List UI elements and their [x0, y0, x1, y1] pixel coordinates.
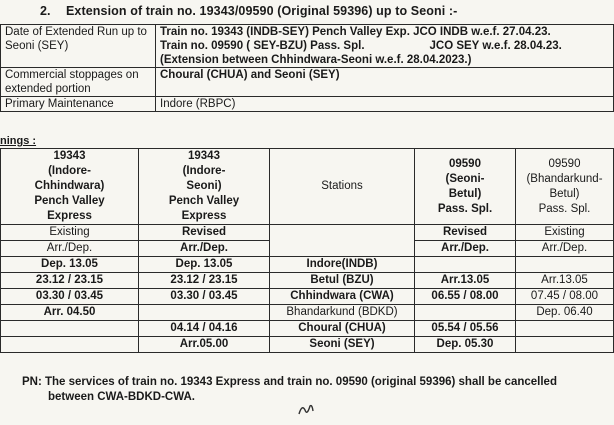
cancellation-note — [22, 375, 557, 405]
time-cell: 07.45 / 08.00 — [516, 289, 614, 305]
timetable-arrdep-row — [1, 241, 614, 257]
arrdep-cell: Arr./Dep. — [139, 241, 270, 257]
info-label: Date of Extended Run up to Seoni (SEY) — [1, 25, 156, 68]
station-cell: Betul (BZU) — [270, 273, 415, 289]
station-cell: Indore(INDB) — [270, 257, 415, 273]
header-19343-revised: 19343 (Indore- Seoni) Pench Valley Express — [139, 149, 270, 225]
table-row — [1, 305, 614, 321]
info-label: Commercial stoppages on extended portion — [1, 68, 156, 97]
time-cell — [139, 305, 270, 321]
time-cell: 04.14 / 04.16 — [139, 321, 270, 337]
table-row — [1, 273, 614, 289]
station-cell: Seoni (SEY) — [270, 337, 415, 353]
info-row-stoppages — [1, 68, 614, 97]
arrdep-cell: Arr./Dep. — [415, 241, 516, 257]
table-row — [1, 257, 614, 273]
table-row — [1, 289, 614, 305]
status-cell: Revised — [415, 225, 516, 241]
timetable — [0, 148, 614, 353]
section-heading — [40, 4, 457, 18]
timetable-header-row — [1, 149, 614, 225]
time-cell: Dep. 05.30 — [415, 337, 516, 353]
info-value: Choural (CHUA) and Seoni (SEY) — [156, 68, 614, 97]
status-cell-empty — [270, 225, 415, 241]
time-cell: 03.30 / 03.45 — [139, 289, 270, 305]
header-19343-existing: 19343 (Indore- Chhindwara) Pench Valley Express — [1, 149, 139, 225]
time-cell — [415, 257, 516, 273]
time-cell — [516, 257, 614, 273]
time-cell: Arr.13.05 — [415, 273, 516, 289]
timings-label: nings : — [0, 135, 37, 147]
time-cell: 03.30 / 03.45 — [1, 289, 139, 305]
arrdep-cell: Arr./Dep. — [516, 241, 614, 257]
time-cell: Arr.05.00 — [139, 337, 270, 353]
header-09590-existing: 09590 (Bhandarkund- Betul) Pass. Spl. — [516, 149, 614, 225]
time-cell: 06.55 / 08.00 — [415, 289, 516, 305]
time-cell — [1, 321, 139, 337]
station-cell: Chhindwara (CWA) — [270, 289, 415, 305]
section-title: Extension of train no. 19343/09590 (Original 59396) up to Seoni :- — [66, 4, 458, 18]
info-label: Primary Maintenance — [1, 97, 156, 112]
time-cell: Arr.13.05 — [516, 273, 614, 289]
note-line: between CWA-BDKD-CWA. — [48, 391, 195, 403]
status-cell: Existing — [1, 225, 139, 241]
handwritten-mark — [296, 402, 316, 425]
time-cell — [516, 321, 614, 337]
info-row-maintenance — [1, 97, 614, 112]
arrdep-cell: Arr./Dep. — [1, 241, 139, 257]
status-cell: Revised — [139, 225, 270, 241]
info-line: Train no. 09590 ( SEY-BZU) Pass. Spl. JCO SEY w.e.f. 28.04.23. — [160, 40, 562, 52]
time-cell: 23.12 / 23.15 — [139, 273, 270, 289]
info-line-right: JCO SEY w.e.f. 28.04.23. — [429, 40, 562, 52]
station-cell: Choural (CHUA) — [270, 321, 415, 337]
header-stations: Stations — [270, 149, 415, 225]
extension-info-table — [0, 24, 614, 112]
status-cell: Existing — [516, 225, 614, 241]
info-value — [156, 25, 614, 68]
info-row-date — [1, 25, 614, 68]
station-cell: Bhandarkund (BDKD) — [270, 305, 415, 321]
table-row — [1, 321, 614, 337]
time-cell — [516, 337, 614, 353]
note-line: PN: The services of train no. 19343 Express and train no. 09590 (original 59396) shall be cancelled — [22, 376, 557, 388]
time-cell — [1, 337, 139, 353]
time-cell: Dep. 06.40 — [516, 305, 614, 321]
time-cell — [415, 305, 516, 321]
header-09590-revised: 09590 (Seoni- Betul) Pass. Spl. — [415, 149, 516, 225]
timetable-status-row — [1, 225, 614, 241]
info-line: (Extension between Chhindwara-Seoni w.e.f. 28.04.2023.) — [160, 54, 472, 66]
arrdep-cell-empty — [270, 241, 415, 257]
time-cell: 23.12 / 23.15 — [1, 273, 139, 289]
table-row — [1, 337, 614, 353]
time-cell: Arr. 04.50 — [1, 305, 139, 321]
time-cell: Dep. 13.05 — [139, 257, 270, 273]
section-number: 2. — [40, 4, 51, 18]
info-line: Train no. 19343 (INDB-SEY) Pench Valley Exp. JCO INDB w.e.f. 27.04.23. — [160, 26, 551, 38]
time-cell: Dep. 13.05 — [1, 257, 139, 273]
time-cell: 05.54 / 05.56 — [415, 321, 516, 337]
info-value: Indore (RBPC) — [156, 97, 614, 112]
